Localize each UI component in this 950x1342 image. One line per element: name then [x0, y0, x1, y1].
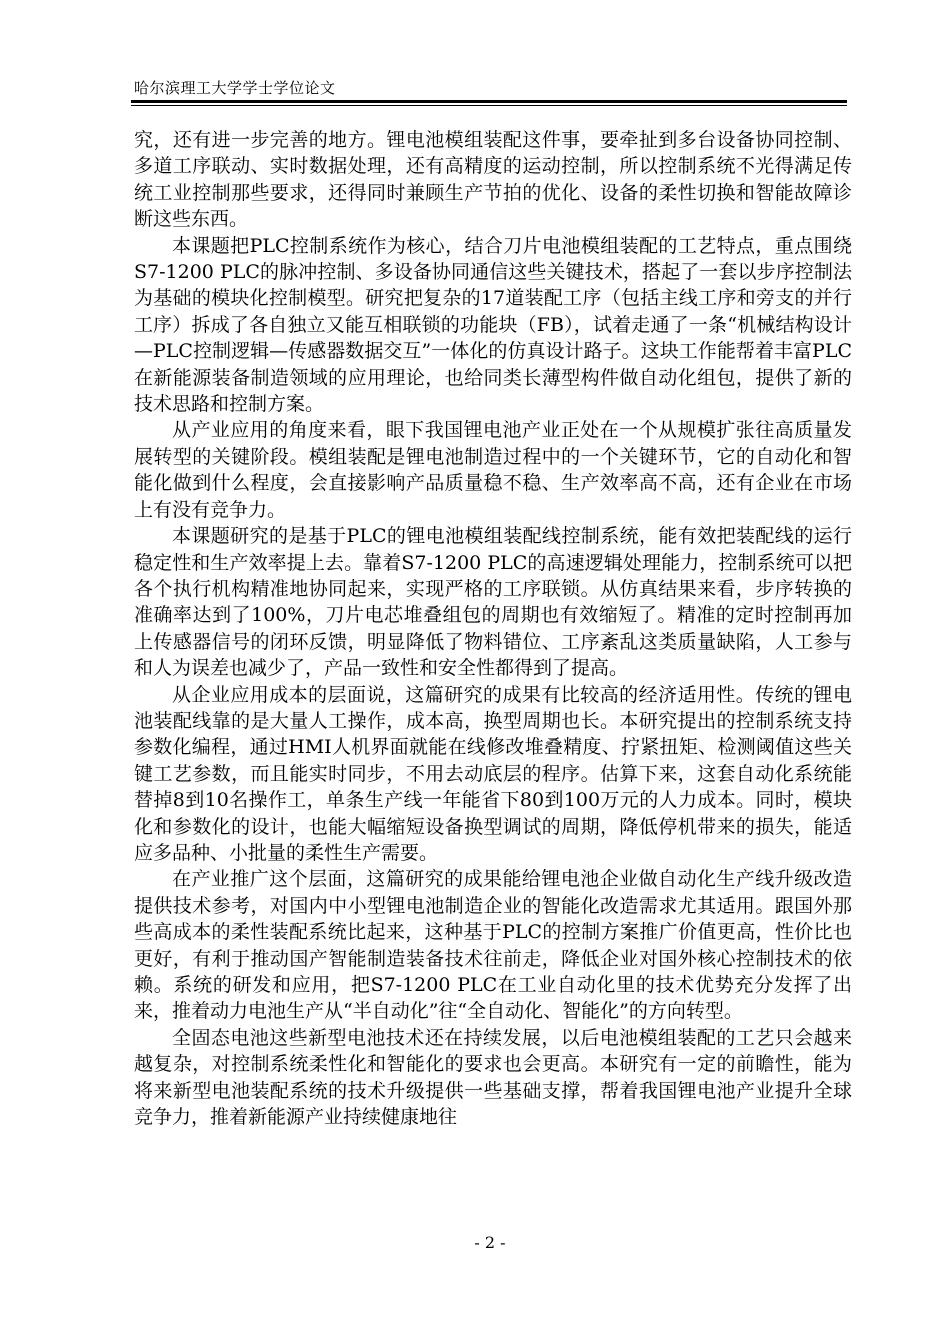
- paragraph: 全固态电池这些新型电池技术还在持续发展，以后电池模组装配的工艺只会越来越复杂，对控制系统柔性化和智能化的要求也会更高。本研究有一定的前瞻性，能为将来新型电池装配系统的技术升级提供一些基础支撑，帮着我国锂电池产业提升全球竞争力，推着新能源产业持续健康地往: [134, 1026, 852, 1129]
- page-number: - 2 -: [474, 1233, 506, 1252]
- paragraph: 本课题把PLC控制系统作为核心，结合刀片电池模组装配的工艺特点，重点围绕S7-1200 PLC的脉冲控制、多设备协同通信这些关键技术，搭起了一套以步序控制法为基础的模块化控制模型。研究把复杂的17道装配工序（包括主线工序和旁支的并行工序）拆成了各自独立又能互相联锁的功能块（FB），试着走通了一条“机械结构设计—PLC控制逻辑—传感器数据交互”一体化的仿真设计路子。这块工作能帮着丰富PLC在新能源装备制造领域的应用理论，也给同类长薄型构件做自动化组包，提供了新的技术思路和控制方案。: [134, 234, 852, 416]
- paragraph: 从产业应用的角度来看，眼下我国锂电池产业正处在一个从规模扩张往高质量发展转型的关键阶段。模组装配是锂电池制造过程中的一个关键环节，它的自动化和智能化做到什么程度，会直接影响产品质量稳不稳、生产效率高不高，还有企业在市场上有没有竞争力。: [134, 419, 852, 521]
- paragraph: 从企业应用成本的层面说，这篇研究的成果有比较高的经济适用性。传统的锂电池装配线靠的是大量人工操作，成本高，换型周期也长。本研究提出的控制系统支持参数化编程，通过HMI人机界面就能在线修改堆叠精度、拧紧扭矩、检测阈值这些关键工艺参数，而且能实时同步，不用去动底层的程序。估算下来，这套自动化系统能替掉8到10名操作工，单条生产线一年能省下80到100万元的人力成本。同时，模块化和参数化的设计，也能大幅缩短设备换型调试的周期，降低停机带来的损失，能适应多品种、小批量的柔性生产需要。: [134, 683, 852, 864]
- paragraph-continued: 究，还有进一步完善的地方。锂电池模组装配这件事，要牵扯到多台设备协同控制、多道工序联动、实时数据处理，还有高精度的运动控制，所以控制系统不光得满足传统工业控制那些要求，还得同时兼顾生产节拍的优化、设备的柔性切换和智能故障诊断这些东西。: [134, 129, 852, 231]
- header-rule-thick: [131, 100, 847, 103]
- paragraph: 在产业推广这个层面，这篇研究的成果能给锂电池企业做自动化生产线升级改造提供技术参考，对国内中小型锂电池制造企业的智能化改造需求尤其适用。跟国外那些高成本的柔性装配系统比起来，这种基于PLC的控制方案推广价值更高，性价比也更好，有利于推动国产智能制造装备技术往前走，降低企业对国外核心控制技术的依赖。系统的研发和应用，把S7-1200 PLC在工业自动化里的技术优势充分发挥了出来，推着动力电池生产从“半自动化”往“全自动化、智能化”的方向转型。: [134, 868, 852, 1023]
- running-header: 哈尔滨理工大学学士学位论文: [134, 79, 336, 97]
- body-text: [134, 127, 852, 1130]
- paragraph: 本课题研究的是基于PLC的锂电池模组装配线控制系统，能有效把装配线的运行稳定性和生产效率提上去。靠着S7-1200 PLC的高速逻辑处理能力，控制系统可以把各个执行机构精准地协同起来，实现严格的工序联锁。从仿真结果来看，步序转换的准确率达到了100%，刀片电芯堆叠组包的周期也有效缩短了。精准的定时控制再加上传感器信号的闭环反馈，明显降低了物料错位、工序紊乱这类质量缺陷，人工参与和人为误差也减少了，产品一致性和安全性都得到了提高。: [134, 525, 852, 680]
- header-rule-thin: [131, 105, 847, 106]
